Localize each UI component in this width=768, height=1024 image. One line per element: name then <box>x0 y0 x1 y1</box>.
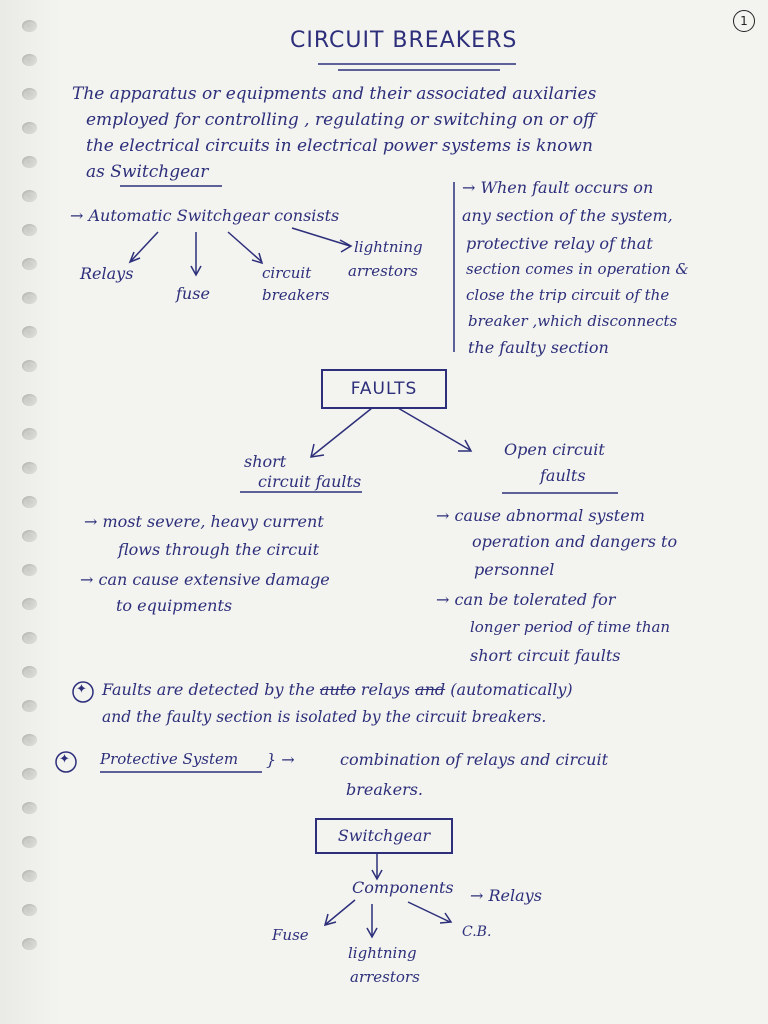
lightning-arrestors-label: arrestors <box>348 262 418 280</box>
note-1-text: Faults are detected by the <box>102 680 315 699</box>
note-1-text: relays <box>360 680 410 699</box>
components-lightning-arrestors: arrestors <box>350 968 420 986</box>
protective-system-text: breakers. <box>346 780 424 799</box>
fuse-label: fuse <box>176 284 210 303</box>
fault-note-line: protective relay of that <box>466 234 653 253</box>
short-circuit-title: circuit faults <box>258 472 362 491</box>
star-icon: ✦ <box>59 752 70 767</box>
automatic-switchgear-heading: → Automatic Switchgear consists <box>70 206 340 225</box>
components-relays: → Relays <box>470 886 542 905</box>
page-title: CIRCUIT BREAKERS <box>290 28 518 53</box>
note-1-text: (automatically) <box>450 680 573 699</box>
short-circuit-point: flows through the circuit <box>118 540 320 559</box>
open-circuit-point: personnel <box>474 560 555 579</box>
open-circuit-point: → can be tolerated for <box>436 590 616 609</box>
brace-arrow: } → <box>266 750 295 769</box>
faults-box: FAULTS <box>321 369 447 409</box>
intro-line: The apparatus or equipments and their associated auxilaries <box>72 84 597 104</box>
lightning-arrestors-label: lightning <box>354 238 423 256</box>
intro-line: the electrical circuits in electrical power systems is known <box>86 136 593 156</box>
relays-label: Relays <box>80 264 134 283</box>
open-circuit-point: longer period of time than <box>470 618 671 636</box>
open-circuit-point: operation and dangers to <box>472 532 678 551</box>
circuit-breakers-label: circuit <box>262 264 312 282</box>
circuit-breakers-label: breakers <box>262 286 330 304</box>
fault-note-line: close the trip circuit of the <box>466 286 670 304</box>
fault-note-line: the faulty section <box>468 338 609 357</box>
short-circuit-point: to equipments <box>116 596 233 615</box>
intro-line: as Switchgear <box>86 162 209 182</box>
intro-line: employed for controlling , regulating or switching on or off <box>86 110 596 130</box>
open-circuit-title: Open circuit <box>504 440 605 459</box>
components-cb: C.B. <box>462 924 492 940</box>
short-circuit-point: → most severe, heavy current <box>84 512 324 531</box>
components-fuse: Fuse <box>272 926 309 944</box>
struck-word: and <box>415 680 446 699</box>
open-circuit-point: → cause abnormal system <box>436 506 645 525</box>
protective-system-label: Protective System <box>100 750 239 768</box>
struck-word: auto <box>319 680 356 699</box>
components-label: Components <box>352 878 454 897</box>
switchgear-box: Switchgear <box>315 818 453 854</box>
protective-system-text: combination of relays and circuit <box>340 750 608 769</box>
short-circuit-point: → can cause extensive damage <box>80 570 330 589</box>
fault-note-line: section comes in operation & <box>466 260 689 278</box>
star-icon: ✦ <box>76 682 87 697</box>
open-circuit-title: faults <box>540 466 586 485</box>
fault-note-line: → When fault occurs on <box>462 178 654 197</box>
page-number: 1 <box>733 10 755 32</box>
note-1-line-1 <box>102 680 573 699</box>
components-lightning-arrestors: lightning <box>348 944 417 962</box>
note-1-line-2: and the faulty section is isolated by the circuit breakers. <box>102 708 547 726</box>
short-circuit-title: short <box>244 452 287 471</box>
fault-note-line: any section of the system, <box>462 206 673 225</box>
fault-note-line: breaker ,which disconnects <box>468 312 678 330</box>
open-circuit-point: short circuit faults <box>470 646 621 665</box>
